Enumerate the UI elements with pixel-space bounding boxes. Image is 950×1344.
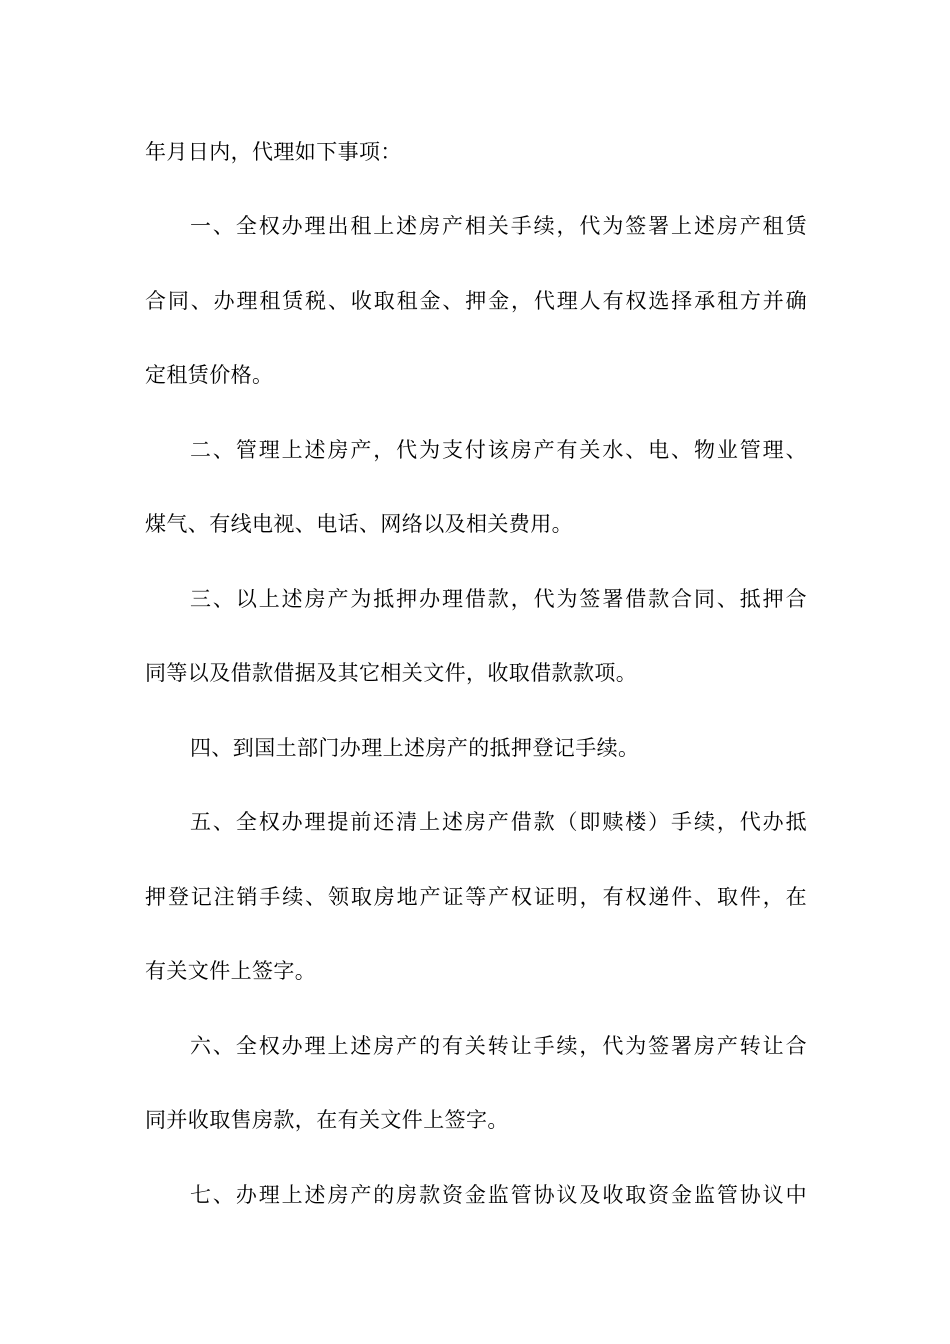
text-line-2: 一、全权办理出租上述房产相关手续，代为签署上述房产租赁 — [190, 214, 807, 238]
text-line-6: 煤气、有线电视、电话、网络以及相关费用。 — [145, 512, 573, 536]
text-line-12: 有关文件上签字。 — [145, 959, 317, 983]
text-line-5: 二、管理上述房产，代为支付该房产有关水、电、物业管理、 — [190, 438, 807, 462]
text-line-11: 押登记注销手续、领取房地产证等产权证明，有权递件、取件，在 — [145, 885, 807, 909]
text-line-8: 同等以及借款借据及其它相关文件，收取借款款项。 — [145, 661, 638, 685]
text-line-1: 年月日内，代理如下事项： — [145, 140, 402, 164]
text-line-9: 四、到国土部门办理上述房产的抵押登记手续。 — [190, 736, 640, 760]
text-line-7: 三、以上述房产为抵押办理借款，代为签署借款合同、抵押合 — [190, 587, 807, 611]
text-line-4: 定租赁价格。 — [145, 363, 274, 387]
text-line-14: 同并收取售房款，在有关文件上签字。 — [145, 1108, 509, 1132]
text-line-13: 六、全权办理上述房产的有关转让手续，代为签署房产转让合 — [190, 1034, 807, 1058]
text-line-3: 合同、办理租赁税、收取租金、押金，代理人有权选择承租方并确 — [145, 289, 807, 313]
text-line-10: 五、全权办理提前还清上述房产借款（即赎楼）手续，代办抵 — [190, 810, 807, 834]
text-line-15: 七、办理上述房产的房款资金监管协议及收取资金监管协议中 — [190, 1183, 807, 1207]
